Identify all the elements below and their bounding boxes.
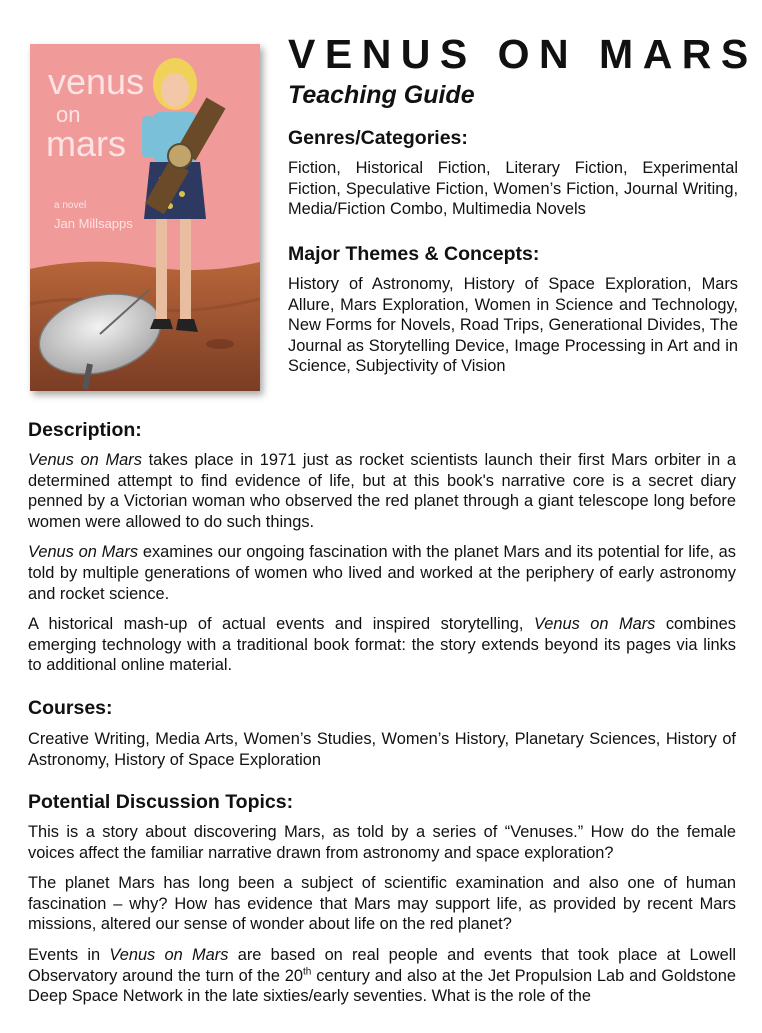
discussion-paragraph-3-start: Events in (28, 945, 110, 964)
discussion-section (28, 790, 736, 1007)
discussion-paragraph-3 (28, 945, 736, 1007)
ordinal-superscript: th (303, 966, 312, 978)
discussion-paragraph-2: The planet Mars has long been a subject of scientific examination and also one of human fascination – why? How has evidence that Mars may support life, as provided by recent Mars missions, altered our sense of wonder about life on the red planet? (28, 874, 736, 934)
book-title-italic: Venus on Mars (533, 615, 656, 634)
themes-section (288, 242, 738, 377)
cover-title-line-3: mars (46, 123, 126, 164)
cover-title-line-2: on (56, 102, 81, 127)
genres-text: Fiction, Historical Fiction, Literary Fiction, Experimental Fiction, Speculative Fiction, Women’s Fiction, Journal Writing, Media/Fiction Combo, Multimedia Novels (288, 159, 738, 219)
document-title: VENUS ON MARS (288, 31, 758, 77)
courses-heading: Courses: (28, 697, 113, 719)
book-title-italic: Venus on Mars (28, 451, 142, 469)
description-paragraph-3-start: A historical mash-up of actual events and inspired storytelling, (28, 615, 534, 634)
cover-author: Jan Millsapps (54, 216, 133, 231)
document-subtitle: Teaching Guide (288, 81, 475, 109)
description-paragraph-1 (28, 450, 736, 532)
themes-text: History of Astronomy, History of Space Exploration, Mars Allure, Mars Exploration, Women in Science and Technology, New Forms for Novels, Road Trips, Generational Divides, The Journal as Storytelling Device, Image Processing in Art and in Science, Subjectivity of Vision (288, 275, 738, 376)
discussion-paragraph-3-text: century and also at the Jet Propulsion Lab and Goldstone Deep Space Network in the late sixties/early seventies. What is the role of the (28, 966, 737, 1006)
discussion-heading: Potential Discussion Topics: (28, 791, 294, 813)
book-title-italic: Venus on Mars (28, 543, 139, 562)
description-paragraph-2 (28, 542, 736, 604)
document-header (288, 30, 758, 110)
description-paragraph-3 (28, 614, 736, 676)
discussion-paragraph-1: This is a story about discovering Mars, as told by a series of “Venuses.” How do the female voices affect the familiar narrative drawn from astronomy and space exploration? (28, 823, 736, 862)
genres-section (288, 126, 738, 220)
description-paragraph-1-text: takes place in 1971 just as rocket scientists launch their first Mars orbiter in a determined attempt to find evidence of life, but at this book's narrative core is a secret diary penned by a Victorian woman who observed the red planet through a giant telescope long before women were allowed to do such things. (28, 451, 736, 531)
description-paragraph-3-text: combines emerging technology with a traditional book format: the story extends beyond its pages via links to additional online material. (28, 615, 736, 675)
book-cover-image (30, 44, 260, 391)
cover-tagline: a novel (54, 200, 87, 211)
themes-heading: Major Themes & Concepts: (288, 243, 540, 265)
courses-text: Creative Writing, Media Arts, Women’s Studies, Women’s History, Planetary Sciences, History of Astronomy, History of Space Exploration (28, 730, 736, 769)
discussion-paragraph-3-mid: are based on real people and events that took place at Lowell Observatory around the turn of the 20 (28, 945, 736, 985)
genres-heading: Genres/Categories: (288, 127, 468, 149)
description-paragraph-2-text: examines our ongoing fascination with the planet Mars and its potential for life, as told by multiple generations of women who lived and worked at the periphery of early astronomy and rocket science. (28, 543, 736, 603)
courses-section (28, 696, 736, 770)
description-heading: Description: (28, 419, 142, 441)
description-section (28, 418, 736, 676)
book-title-italic: Venus on Mars (109, 945, 229, 964)
cover-title-line-1: venus (48, 61, 145, 102)
